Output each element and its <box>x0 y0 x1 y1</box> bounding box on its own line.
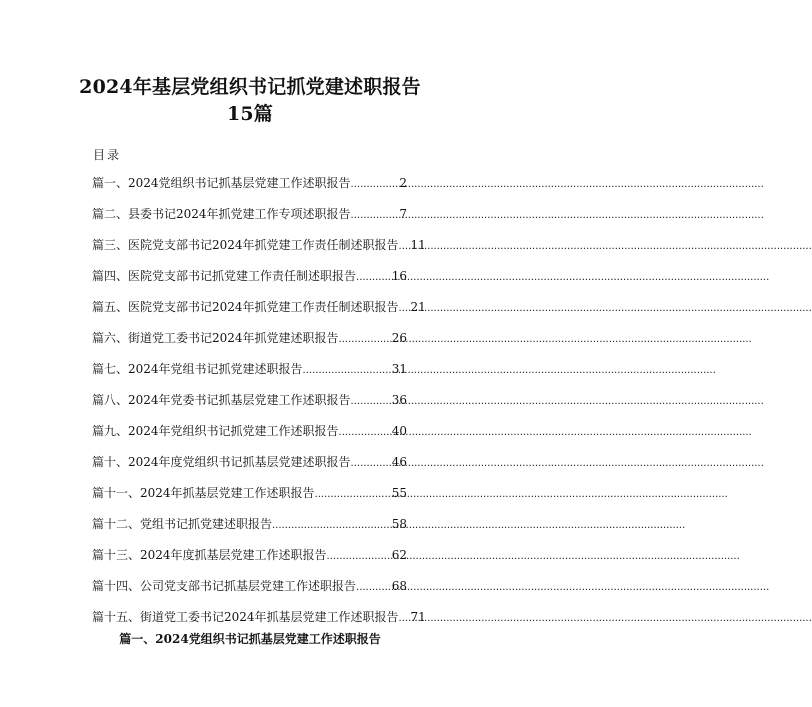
toc-entry-page: 21 <box>410 300 426 314</box>
toc-leader-dots <box>327 546 392 566</box>
toc-entry-page: 2 <box>399 176 407 190</box>
toc-leader-dots <box>351 391 392 411</box>
toc-entry-label: 篇十、2024年度党组织书记抓基层党建述职报告 <box>92 455 351 469</box>
toc-entry-page: 62 <box>391 548 407 562</box>
toc-entry[interactable] <box>92 515 407 546</box>
toc-entry-page: 26 <box>391 331 407 345</box>
toc-entry[interactable] <box>92 298 426 329</box>
toc-entry-page: 40 <box>391 424 407 438</box>
toc-entry[interactable] <box>92 546 407 577</box>
toc-entry[interactable] <box>92 174 407 205</box>
toc-entry[interactable] <box>92 236 426 267</box>
toc-heading: 目录 <box>93 148 122 162</box>
toc-entry-page: 36 <box>391 393 407 407</box>
toc-entry-page: 46 <box>391 455 407 469</box>
toc-leader-dots <box>272 515 392 535</box>
toc-leader-dots <box>356 577 392 597</box>
toc-entry[interactable] <box>92 391 407 422</box>
toc-entry-label: 篇十三、2024年度抓基层党建工作述职报告 <box>92 548 327 562</box>
toc-leader-dots <box>399 236 411 256</box>
toc-leader-dots <box>315 484 392 504</box>
toc-entry-page: 71 <box>410 610 426 624</box>
toc-entry-page: 11 <box>410 238 426 252</box>
toc-entry-label: 篇五、医院党支部书记2024年抓党建工作责任制述职报告 <box>92 300 399 314</box>
toc-entry-label: 篇十五、街道党工委书记2024年抓基层党建工作述职报告 <box>92 610 399 624</box>
toc-entry-label: 篇三、医院党支部书记2024年抓党建工作责任制述职报告 <box>92 238 399 252</box>
toc-entry-label: 篇六、街道党工委书记2024年抓党建述职报告 <box>92 331 339 345</box>
toc-entry-page: 7 <box>399 207 407 221</box>
toc-entry-label: 篇十四、公司党支部书记抓基层党建工作述职报告 <box>92 579 357 593</box>
toc-leader-dots <box>339 422 392 442</box>
toc-entry[interactable] <box>92 422 407 453</box>
toc-leader-dots <box>351 453 392 473</box>
toc-leader-dots <box>399 608 411 628</box>
toc-entry[interactable] <box>92 205 407 236</box>
toc-entry[interactable] <box>92 453 407 484</box>
toc-leader-dots <box>356 267 392 287</box>
toc-leader-dots <box>399 298 411 318</box>
toc-leader-dots <box>339 329 392 349</box>
toc-entry-label: 篇二、县委书记2024年抓党建工作专项述职报告 <box>92 207 351 221</box>
toc-entry[interactable] <box>92 329 407 360</box>
toc-entry-page: 58 <box>391 517 407 531</box>
toc-entry-page: 16 <box>391 269 407 283</box>
toc-entry-page: 31 <box>391 362 407 376</box>
toc-entry[interactable] <box>92 577 407 608</box>
toc-entry-label: 篇八、2024年党委书记抓基层党建工作述职报告 <box>92 393 351 407</box>
toc-entry-page: 55 <box>391 486 407 500</box>
table-of-contents <box>92 174 426 639</box>
toc-entry-label: 篇九、2024年党组织书记抓党建工作述职报告 <box>92 424 339 438</box>
toc-entry-label: 篇四、医院党支部书记抓党建工作责任制述职报告 <box>92 269 357 283</box>
toc-leader-dots <box>351 174 400 194</box>
toc-entry-label: 篇一、2024党组织书记抓基层党建工作述职报告 <box>92 176 351 190</box>
toc-entry[interactable] <box>92 360 407 391</box>
section-heading: 篇一、2024党组织书记抓基层党建工作述职报告 <box>119 632 381 646</box>
toc-entry[interactable] <box>92 267 407 298</box>
toc-entry[interactable] <box>92 484 407 515</box>
toc-entry-label: 篇十二、党组书记抓党建述职报告 <box>92 517 273 531</box>
toc-entry-page: 68 <box>391 579 407 593</box>
document-title: 2024年基层党组织书记抓党建述职报告15篇 <box>79 76 421 125</box>
toc-leader-dots <box>351 205 400 225</box>
toc-entry-label: 篇十一、2024年抓基层党建工作述职报告 <box>92 486 315 500</box>
toc-leader-dots <box>303 360 392 380</box>
toc-entry-label: 篇七、2024年党组书记抓党建述职报告 <box>92 362 303 376</box>
